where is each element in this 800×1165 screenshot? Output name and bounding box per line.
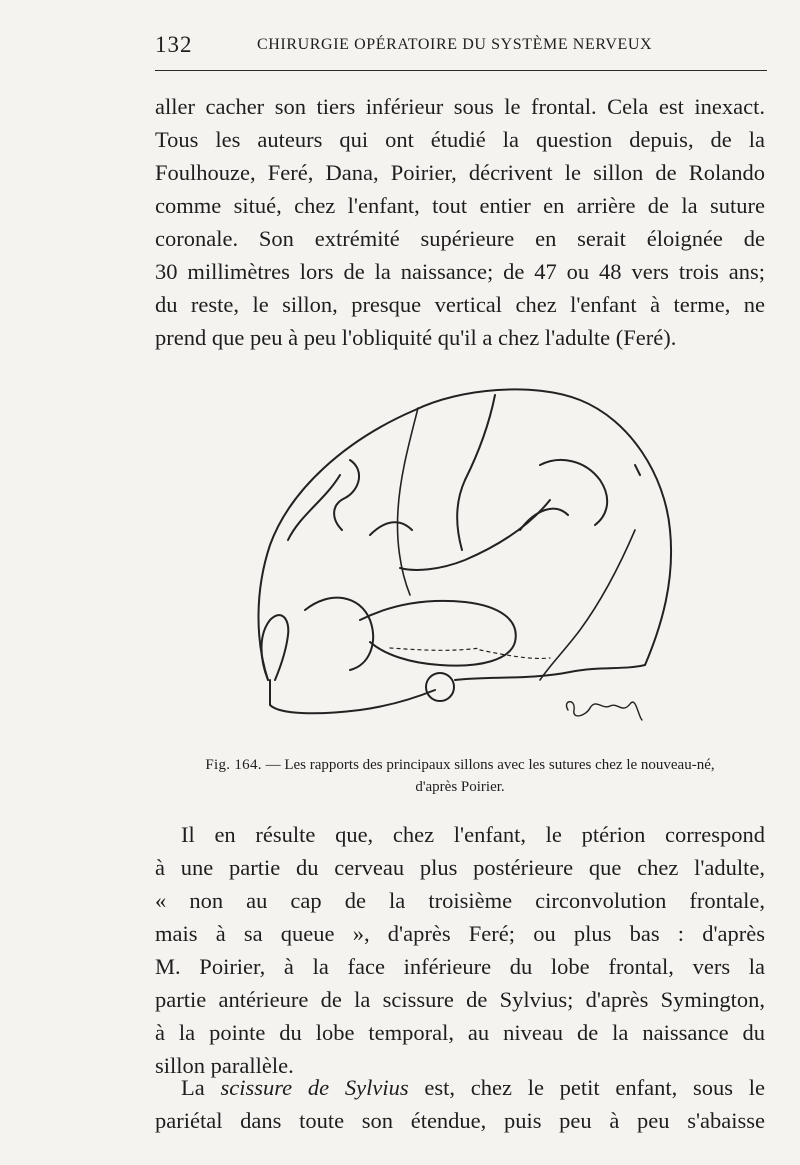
text-line: du reste, le sillon, presque vertical chez l'enfant à terme, ne bbox=[155, 292, 765, 317]
text-line: aller cacher son tiers inférieur sous le frontal. Cela est inexact. bbox=[155, 94, 765, 119]
figure-label: Fig. 164. bbox=[205, 757, 262, 773]
text-line: coronale. Son extrémité supérieure en serait éloignée de bbox=[155, 226, 765, 251]
text-line: « non au cap de la troisième circonvolution frontale, bbox=[155, 888, 765, 913]
text-line: à la pointe du lobe temporal, au niveau de la naissance du bbox=[155, 1020, 765, 1045]
text-line: Tous les auteurs qui ont étudié la question depuis, de la bbox=[155, 127, 765, 152]
italic-term: scissure de Sylvius bbox=[220, 1075, 409, 1100]
page-number: 132 bbox=[155, 32, 193, 57]
running-head bbox=[155, 30, 765, 60]
text-line: partie antérieure de la scissure de Sylvius; d'après Symington, bbox=[155, 987, 765, 1012]
text-line: 30 millimètres lors de la naissance; de 47 ou 48 vers trois ans; bbox=[155, 259, 765, 284]
text-line: Foulhouze, Feré, Dana, Poirier, décrivent le sillon de Rolando bbox=[155, 160, 765, 185]
header-rule bbox=[155, 70, 767, 71]
text-line bbox=[155, 1071, 765, 1104]
text-line: Il en résulte que, chez l'enfant, le ptérion correspond bbox=[181, 822, 765, 847]
paragraph-1 bbox=[155, 90, 765, 354]
paragraph-2 bbox=[155, 818, 765, 1082]
figure-caption bbox=[155, 754, 765, 798]
text-span: La bbox=[181, 1075, 221, 1100]
paragraph-3 bbox=[155, 1071, 765, 1137]
skull-drawing bbox=[250, 380, 690, 740]
text-line: à une partie du cerveau plus postérieure que chez l'adulte, bbox=[155, 855, 765, 880]
text-line: comme situé, chez l'enfant, tout entier en arrière de la suture bbox=[155, 193, 765, 218]
text-line: prend que peu à peu l'obliquité qu'il a chez l'adulte (Feré). bbox=[155, 325, 677, 350]
text-line: M. Poirier, à la face inférieure du lobe frontal, vers la bbox=[155, 954, 765, 979]
running-title: CHIRURGIE OPÉRATOIRE DU SYSTÈME NERVEUX bbox=[257, 36, 653, 53]
caption-text: — Les rapports des principaux sillons avec les sutures chez le nouveau-né, bbox=[265, 757, 715, 773]
text-span: est, chez le petit enfant, sous le bbox=[408, 1075, 766, 1100]
caption-text-line-2: d'après Poirier. bbox=[415, 779, 505, 795]
skull-illustration bbox=[250, 380, 690, 740]
text-line: mais à sa queue », d'après Feré; ou plus bas : d'après bbox=[155, 921, 765, 946]
text-line: pariétal dans toute son étendue, puis peu à peu s'abaisse bbox=[155, 1108, 765, 1133]
text-line: sillon parallèle. bbox=[155, 1053, 294, 1078]
